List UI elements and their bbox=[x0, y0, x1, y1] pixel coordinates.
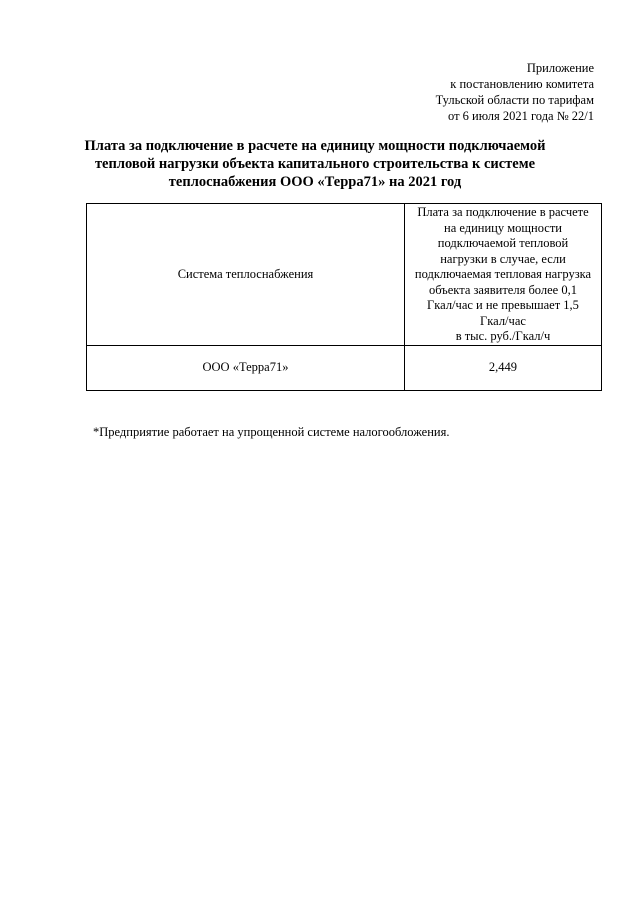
title-line: теплоснабжения ООО «Терра71» на 2021 год bbox=[168, 174, 462, 190]
appendix-line: Приложение bbox=[526, 61, 594, 75]
appendix-line: Тульской области по тарифам bbox=[435, 93, 594, 107]
appendix-line: от 6 июля 2021 года № 22/1 bbox=[447, 109, 594, 123]
footnote: *Предприятие работает на упрощенной системе налогообложения. bbox=[93, 425, 450, 439]
header-fee-line: в тыс. руб./Гкал/ч bbox=[455, 329, 551, 343]
row-fee-cell: 2,449 bbox=[404, 345, 601, 390]
tariff-table bbox=[86, 203, 602, 391]
header-fee-line: на единицу мощности bbox=[444, 220, 562, 235]
title-line: Плата за подключение в расчете на единицу мощности подключаемой bbox=[84, 138, 546, 154]
row-system-cell: ООО «Терра71» bbox=[87, 345, 405, 390]
document-title bbox=[80, 137, 550, 191]
header-fee-cell bbox=[404, 204, 601, 346]
header-fee-line: нагрузки в случае, если bbox=[440, 251, 566, 266]
appendix-line: к постановлению комитета bbox=[450, 77, 594, 91]
appendix-note bbox=[436, 60, 594, 124]
header-fee-line: Гкал/час и не превышает 1,5 bbox=[427, 298, 579, 312]
header-fee-line: Плата за подключение в расчете bbox=[417, 205, 589, 219]
header-fee-line: подключаемая тепловая нагрузка bbox=[414, 267, 592, 281]
header-fee-line: подключаемой тепловой bbox=[437, 236, 569, 250]
header-system-cell: Система теплоснабжения bbox=[87, 204, 405, 346]
table-row bbox=[87, 345, 602, 390]
header-fee-line: объекта заявителя более 0,1 bbox=[428, 282, 577, 297]
header-fee-line: Гкал/час bbox=[480, 313, 526, 328]
table-header-row bbox=[87, 204, 602, 346]
title-line: тепловой нагрузки объекта капитального строительства к системе bbox=[94, 156, 536, 172]
